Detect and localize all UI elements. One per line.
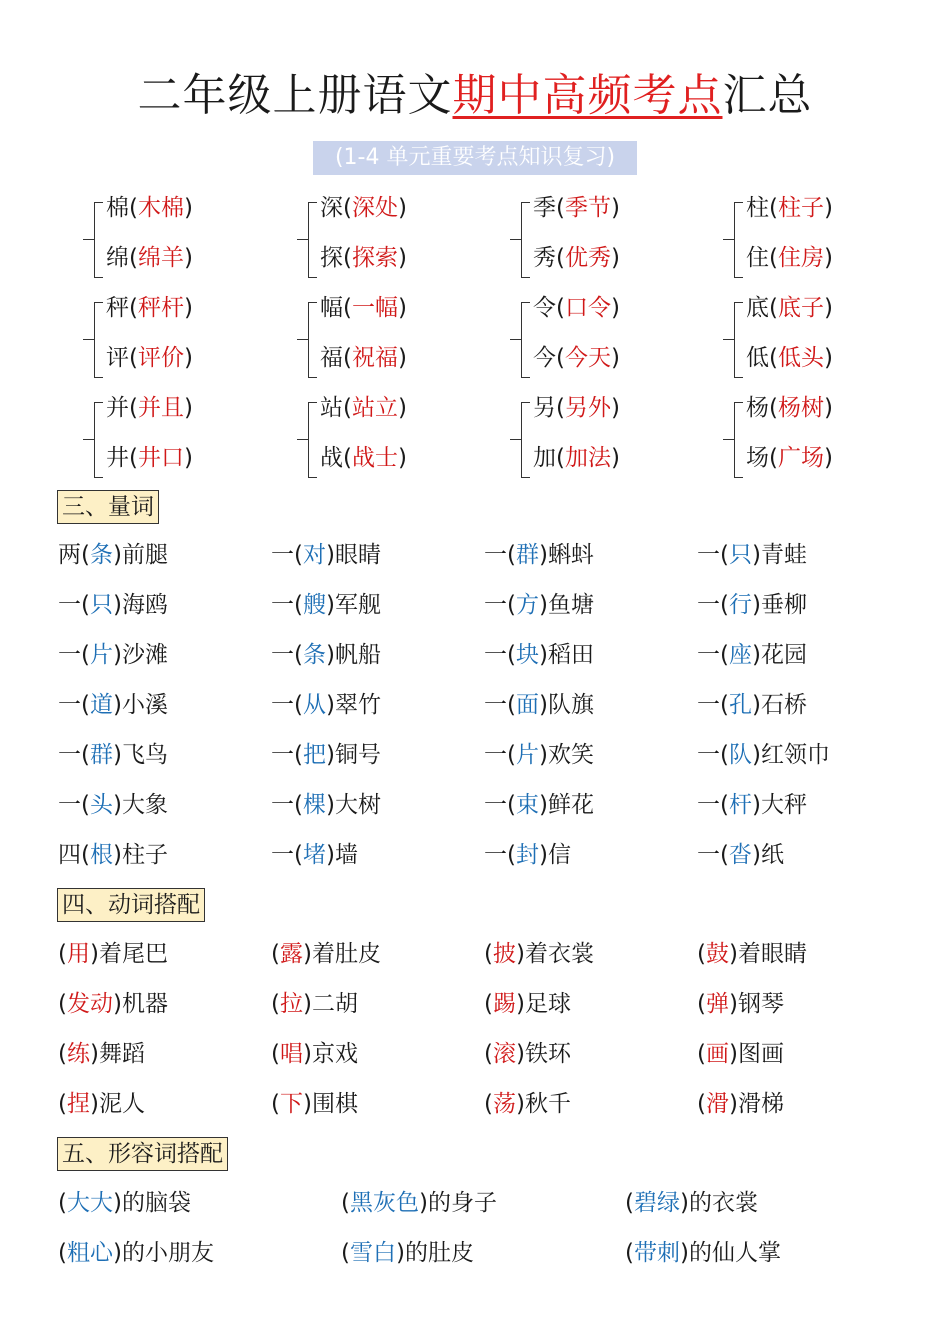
character: 另 [533,395,556,421]
measure-word-item: 一(杆)大秤 [697,792,807,818]
example-word: 底子 [777,295,824,321]
numeral: 一 [697,792,720,818]
char-group-row: 秤(秤杆) [106,295,193,321]
measure-word-item: 一(群)蝌蚪 [484,542,594,568]
noun: 队旗 [547,692,594,718]
noun: 垂柳 [760,592,807,618]
numeral: 一 [58,592,81,618]
noun: 墙 [334,842,358,868]
object: 铁环 [524,1041,571,1067]
character: 今 [533,345,556,371]
noun: 铜号 [334,742,381,768]
answer: 雪白 [349,1240,396,1266]
numeral: 一 [484,642,507,668]
object: 滑梯 [737,1091,784,1117]
measure-word-item: 一(孔)石桥 [697,692,807,718]
verb-collocation-item: (用)着尾巴 [58,941,168,967]
character: 季 [533,195,556,221]
char-group-row: 幅(一幅) [320,295,407,321]
numeral: 一 [484,542,507,568]
noun: 沙滩 [121,642,168,668]
brace-bracket [521,202,530,278]
char-group-row: 井(井口) [106,445,193,471]
numeral: 一 [697,542,720,568]
measure-word-item: 一(条)帆船 [271,642,381,668]
example-word: 加法 [564,445,611,471]
noun: 花园 [760,642,807,668]
char-group-row: 探(探索) [320,245,407,271]
answer: 根 [89,842,113,868]
measure-word-item: 一(面)队旗 [484,692,594,718]
noun: 飞鸟 [121,742,168,768]
measure-word-item: 一(封)信 [484,842,571,868]
numeral: 一 [271,642,294,668]
char-group-row: 季(季节) [533,195,620,221]
measure-word-item: 一(束)鲜花 [484,792,594,818]
character: 评 [106,345,129,371]
adjective-collocation-item: (大大)的脑袋 [58,1190,191,1216]
answer: 粗心 [66,1240,113,1266]
brace-bracket [94,302,103,378]
measure-word-item: 四(根)柱子 [58,842,168,868]
answer: 队 [728,742,752,768]
answer: 束 [515,792,539,818]
example-word: 优秀 [564,245,611,271]
verb-collocation-item: (下)围棋 [271,1091,358,1117]
numeral: 一 [58,642,81,668]
char-group-row: 柱(柱子) [746,195,833,221]
char-group-row: 并(并且) [106,395,193,421]
character: 并 [106,395,129,421]
character: 幅 [320,295,343,321]
answer: 堵 [302,842,326,868]
example-word: 一幅 [351,295,398,321]
verb-collocation-item: (捏)泥人 [58,1091,145,1117]
measure-word-item: 一(艘)军舰 [271,592,381,618]
example-word: 探索 [351,245,398,271]
character: 深 [320,195,343,221]
measure-word-item: 一(沓)纸 [697,842,784,868]
numeral: 一 [271,742,294,768]
brace-bracket [734,402,743,478]
noun: 鱼塘 [547,592,594,618]
answer: 用 [66,941,90,967]
verb-collocation-item: (发动)机器 [58,991,168,1017]
brace-bracket [94,402,103,478]
object: 围棋 [311,1091,358,1117]
example-word: 井口 [137,445,184,471]
char-group-row: 另(另外) [533,395,620,421]
char-group [511,393,711,493]
example-word: 广场 [777,445,824,471]
measure-word-item: 一(块)稻田 [484,642,594,668]
answer: 片 [515,742,539,768]
noun: 军舰 [334,592,381,618]
measure-word-item: 一(片)欢笑 [484,742,594,768]
answer: 唱 [279,1041,303,1067]
char-group-row: 深(深处) [320,195,407,221]
verb-collocation-item: (唱)京戏 [271,1041,358,1067]
example-word: 杨树 [777,395,824,421]
numeral: 一 [58,742,81,768]
measure-word-item: 一(座)花园 [697,642,807,668]
answer: 踢 [492,991,516,1017]
object: 钢琴 [737,991,784,1017]
answer: 条 [89,542,113,568]
answer: 对 [302,542,326,568]
char-group-row: 秀(优秀) [533,245,620,271]
numeral: 一 [697,842,720,868]
numeral: 一 [484,792,507,818]
answer: 只 [89,592,113,618]
example-word: 木棉 [137,195,184,221]
answer: 拉 [279,991,303,1017]
character: 低 [746,345,769,371]
noun: 纸 [760,842,784,868]
measure-word-item: 一(对)眼睛 [271,542,381,568]
character: 令 [533,295,556,321]
answer: 道 [89,692,113,718]
char-group-row: 杨(杨树) [746,395,833,421]
measure-word-item: 一(道)小溪 [58,692,168,718]
brace-bracket [308,402,317,478]
measure-word-item: 一(只)青蛙 [697,542,807,568]
object: 二胡 [311,991,358,1017]
character: 井 [106,445,129,471]
brace-bracket [521,302,530,378]
object: 机器 [121,991,168,1017]
numeral: 一 [697,692,720,718]
answer: 把 [302,742,326,768]
verb-collocation-item: (踢)足球 [484,991,571,1017]
answer: 棵 [302,792,326,818]
example-word: 祝福 [351,345,398,371]
example-word: 站立 [351,395,398,421]
character: 杨 [746,395,769,421]
adjective-collocation-item: (碧绿)的衣裳 [625,1190,758,1216]
example-word: 季节 [564,195,611,221]
answer: 头 [89,792,113,818]
example-word: 并且 [137,395,184,421]
measure-word-item: 一(从)翠竹 [271,692,381,718]
object: 泥人 [98,1091,145,1117]
numeral: 一 [58,692,81,718]
character: 底 [746,295,769,321]
answer: 黑灰色 [349,1190,419,1216]
section-title-adjective-collocations: 五、形容词搭配 [57,1137,228,1171]
answer: 露 [279,941,303,967]
verb-collocation-item: (拉)二胡 [271,991,358,1017]
numeral: 一 [271,542,294,568]
verb-collocation-item: (练)舞蹈 [58,1041,145,1067]
brace-bracket [308,302,317,378]
page-title: 二年级上册语文期中高频考点汇总 [137,70,813,121]
adjective-collocation-item: (带刺)的仙人掌 [625,1240,781,1266]
answer: 杆 [728,792,752,818]
measure-word-item: 两(条)前腿 [58,542,168,568]
char-group-row: 加(加法) [533,445,620,471]
char-group [511,293,711,393]
example-word: 住房 [777,245,824,271]
char-group [724,193,924,293]
character: 秤 [106,295,129,321]
char-group-row: 住(住房) [746,245,833,271]
noun-phrase: 的仙人掌 [688,1240,781,1266]
noun: 大秤 [760,792,807,818]
noun: 柱子 [121,842,168,868]
example-word: 秤杆 [137,295,184,321]
char-group [84,393,284,493]
character: 加 [533,445,556,471]
char-group-row: 站(站立) [320,395,407,421]
character: 场 [746,445,769,471]
noun: 帆船 [334,642,381,668]
answer: 滚 [492,1041,516,1067]
answer: 面 [515,692,539,718]
noun: 欢笑 [547,742,594,768]
noun-phrase: 的身子 [427,1190,497,1216]
noun: 前腿 [121,542,168,568]
verb-collocation-item: (披)着衣裳 [484,941,594,967]
char-group [84,293,284,393]
adjective-collocation-item: (黑灰色)的身子 [341,1190,497,1216]
measure-word-item: 一(片)沙滩 [58,642,168,668]
answer: 群 [515,542,539,568]
character: 棉 [106,195,129,221]
numeral: 一 [484,592,507,618]
measure-word-item: 一(头)大象 [58,792,168,818]
answer: 披 [492,941,516,967]
measure-word-item: 一(棵)大树 [271,792,381,818]
measure-word-item: 一(队)红领巾 [697,742,830,768]
character: 住 [746,245,769,271]
answer: 滑 [705,1091,729,1117]
char-group-row: 战(战士) [320,445,407,471]
numeral: 一 [271,792,294,818]
example-word: 绵羊 [137,245,184,271]
numeral: 两 [58,542,81,568]
character: 战 [320,445,343,471]
char-group [84,193,284,293]
noun-phrase: 的肚皮 [404,1240,474,1266]
object: 秋千 [524,1091,571,1117]
brace-bracket [734,302,743,378]
char-group-row: 棉(木棉) [106,195,193,221]
brace-bracket [308,202,317,278]
object: 着肚皮 [311,941,381,967]
char-group-row: 低(低头) [746,345,833,371]
answer: 下 [279,1091,303,1117]
numeral: 一 [271,692,294,718]
answer: 沓 [728,842,752,868]
measure-word-item: 一(只)海鸥 [58,592,168,618]
char-group [298,193,498,293]
char-group-row: 福(祝福) [320,345,407,371]
verb-collocation-item: (画)图画 [697,1041,784,1067]
answer: 弹 [705,991,729,1017]
object: 京戏 [311,1041,358,1067]
example-word: 柱子 [777,195,824,221]
object: 着尾巴 [98,941,168,967]
noun: 眼睛 [334,542,381,568]
answer: 带刺 [633,1240,680,1266]
answer: 孔 [728,692,752,718]
noun-phrase: 的衣裳 [688,1190,758,1216]
numeral: 一 [484,692,507,718]
example-word: 评价 [137,345,184,371]
character: 绵 [106,245,129,271]
answer: 大大 [66,1190,113,1216]
measure-word-item: 一(方)鱼塘 [484,592,594,618]
answer: 从 [302,692,326,718]
verb-collocation-item: (弹)钢琴 [697,991,784,1017]
section-title-verb-collocations: 四、动词搭配 [57,888,205,922]
section-title-measure-words: 三、量词 [57,490,159,524]
title-highlight: 期中高频考点 [452,70,723,121]
numeral: 一 [697,642,720,668]
answer: 封 [515,842,539,868]
numeral: 一 [697,742,720,768]
char-group-row: 评(评价) [106,345,193,371]
adjective-collocation-item: (粗心)的小朋友 [58,1240,214,1266]
answer: 条 [302,642,326,668]
example-word: 战士 [351,445,398,471]
noun: 大象 [121,792,168,818]
char-group-row: 底(底子) [746,295,833,321]
measure-word-item: 一(堵)墙 [271,842,358,868]
answer: 行 [728,592,752,618]
answer: 群 [89,742,113,768]
answer: 荡 [492,1091,516,1117]
char-group [298,293,498,393]
answer: 座 [728,642,752,668]
numeral: 一 [58,792,81,818]
brace-bracket [734,202,743,278]
noun: 鲜花 [547,792,594,818]
example-word: 今天 [564,345,611,371]
char-group-row: 绵(绵羊) [106,245,193,271]
verb-collocation-item: (露)着肚皮 [271,941,381,967]
noun: 信 [547,842,571,868]
noun: 青蛙 [760,542,807,568]
example-word: 低头 [777,345,824,371]
noun: 稻田 [547,642,594,668]
answer: 块 [515,642,539,668]
char-group [298,393,498,493]
char-group [724,393,924,493]
answer: 画 [705,1041,729,1067]
numeral: 一 [484,742,507,768]
answer: 鼓 [705,941,729,967]
verb-collocation-item: (鼓)着眼睛 [697,941,807,967]
noun: 小溪 [121,692,168,718]
noun: 红领巾 [760,742,830,768]
verb-collocation-item: (荡)秋千 [484,1091,571,1117]
brace-bracket [521,402,530,478]
character: 站 [320,395,343,421]
numeral: 四 [58,842,81,868]
measure-word-item: 一(行)垂柳 [697,592,807,618]
verb-collocation-item: (滚)铁环 [484,1041,571,1067]
noun-phrase: 的小朋友 [121,1240,214,1266]
char-group [724,293,924,393]
object: 着衣裳 [524,941,594,967]
noun: 蝌蚪 [547,542,594,568]
measure-word-item: 一(把)铜号 [271,742,381,768]
noun: 大树 [334,792,381,818]
answer: 捏 [66,1091,90,1117]
example-word: 深处 [351,195,398,221]
noun: 石桥 [760,692,807,718]
answer: 发动 [66,991,113,1017]
object: 足球 [524,991,571,1017]
answer: 碧绿 [633,1190,680,1216]
numeral: 一 [271,592,294,618]
numeral: 一 [484,842,507,868]
answer: 艘 [302,592,326,618]
noun-phrase: 的脑袋 [121,1190,191,1216]
adjective-collocation-item: (雪白)的肚皮 [341,1240,474,1266]
brace-bracket [94,202,103,278]
numeral: 一 [271,842,294,868]
char-group-row: 令(口令) [533,295,620,321]
character: 秀 [533,245,556,271]
numeral: 一 [697,592,720,618]
object: 舞蹈 [98,1041,145,1067]
noun: 海鸥 [121,592,168,618]
answer: 只 [728,542,752,568]
example-word: 另外 [564,395,611,421]
character: 柱 [746,195,769,221]
object: 图画 [737,1041,784,1067]
verb-collocation-item: (滑)滑梯 [697,1091,784,1117]
answer: 片 [89,642,113,668]
object: 着眼睛 [737,941,807,967]
answer: 练 [66,1041,90,1067]
character: 福 [320,345,343,371]
char-group-row: 今(今天) [533,345,620,371]
subtitle: (1-4 单元重要考点知识复习) [313,141,637,175]
measure-word-item: 一(群)飞鸟 [58,742,168,768]
answer: 方 [515,592,539,618]
char-group [511,193,711,293]
example-word: 口令 [564,295,611,321]
character: 探 [320,245,343,271]
noun: 翠竹 [334,692,381,718]
char-group-row: 场(广场) [746,445,833,471]
